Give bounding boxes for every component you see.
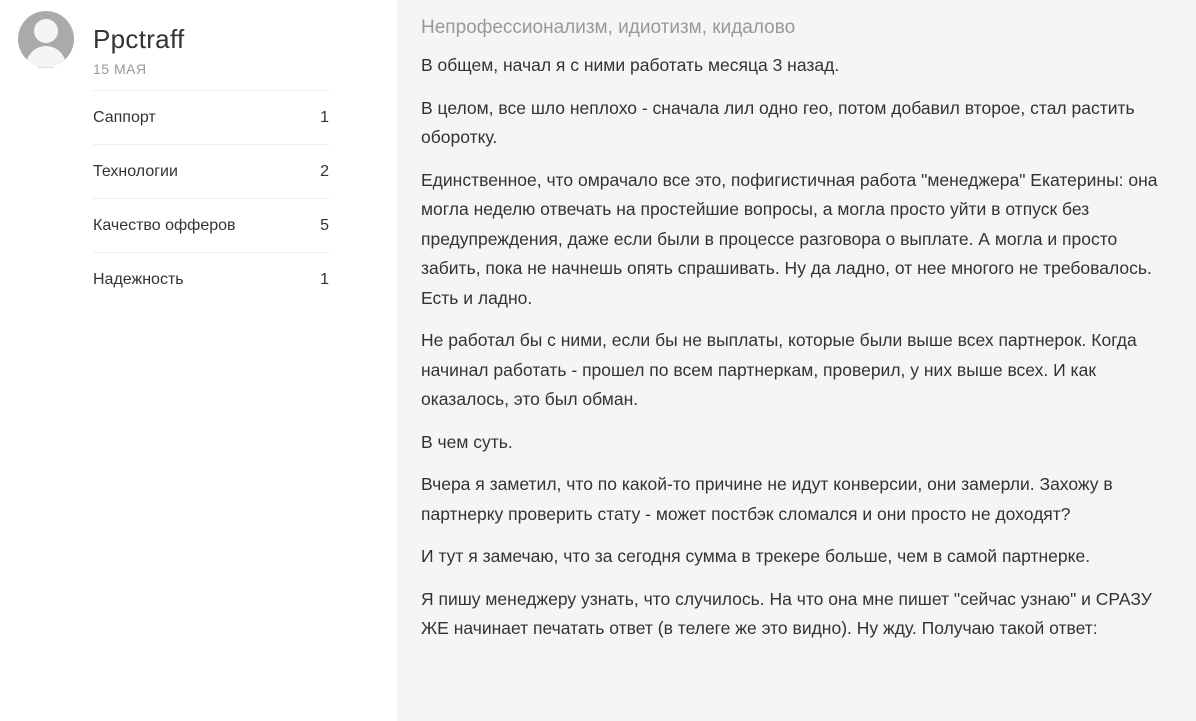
review-title: Непрофессионализм, идиотизм, кидалово [421, 17, 796, 38]
rating-value: 5 [320, 216, 329, 234]
review-paragraph: Вчера я заметил, что по какой-то причине не идут конверсии, они замерли. Захожу в партнерку проверить стату - может постбэк сломался и они просто не доходят? [421, 474, 1113, 524]
review-article [421, 15, 1176, 657]
review-content [397, 0, 1196, 721]
review-paragraph: И тут я замечаю, что за сегодня сумма в трекере больше, чем в самой партнерке. [421, 546, 1091, 566]
rating-row-technology [93, 145, 329, 199]
avatar-divider [38, 67, 54, 68]
post-date: 15 МАЯ [93, 61, 147, 77]
author-name[interactable]: Ppctraff [93, 24, 185, 54]
rating-row-support [93, 91, 329, 145]
ratings-list [93, 90, 329, 306]
rating-label: Саппорт [93, 108, 156, 126]
review-sidebar [0, 0, 397, 721]
avatar-head-shape [34, 19, 58, 43]
rating-value: 1 [320, 108, 329, 126]
rating-label: Качество офферов [93, 216, 236, 234]
rating-row-reliability [93, 253, 329, 306]
review-paragraph: Я пишу менеджеру узнать, что случилось. На что она мне пишет "сейчас узнаю" и СРАЗУ ЖЕ начинает печатать ответ (в телеге же это видно). Ну жду. Получаю такой ответ: [421, 588, 1152, 638]
review-paragraph: Не работал бы с ними, если бы не выплаты, которые были выше всех партнерок. Когда начинал работать - прошел по всем партнеркам, проверил, у них выше всех. И как оказалось, это был обман. [421, 330, 1137, 409]
avatar[interactable] [18, 11, 74, 67]
review-body [421, 51, 1176, 644]
avatar-body-shape [26, 46, 66, 67]
review-paragraph: Единственное, что омрачало все это, пофигистичная работа "менеджера" Екатерины: она могла неделю отвечать на простейшие вопросы, а могла просто уйти в отпуск без предупреждения, даже если были в процессе разговора о выплате. А могла и просто забить, пока не начнешь опять спрашивать. Ну да ладно, от нее многого не требовалось. Есть и ладно. [421, 169, 1158, 308]
rating-label: Технологии [93, 162, 178, 180]
rating-row-offer-quality [93, 199, 329, 253]
rating-value: 2 [320, 162, 329, 180]
review-paragraph: В целом, все шло неплохо - сначала лил одно гео, потом добавил второе, стал растить оборотку. [421, 97, 1135, 147]
review-paragraph: В общем, начал я с ними работать месяца 3 назад. [421, 55, 840, 75]
rating-label: Надежность [93, 270, 184, 288]
rating-value: 1 [320, 270, 329, 288]
review-paragraph: В чем суть. [421, 431, 513, 452]
